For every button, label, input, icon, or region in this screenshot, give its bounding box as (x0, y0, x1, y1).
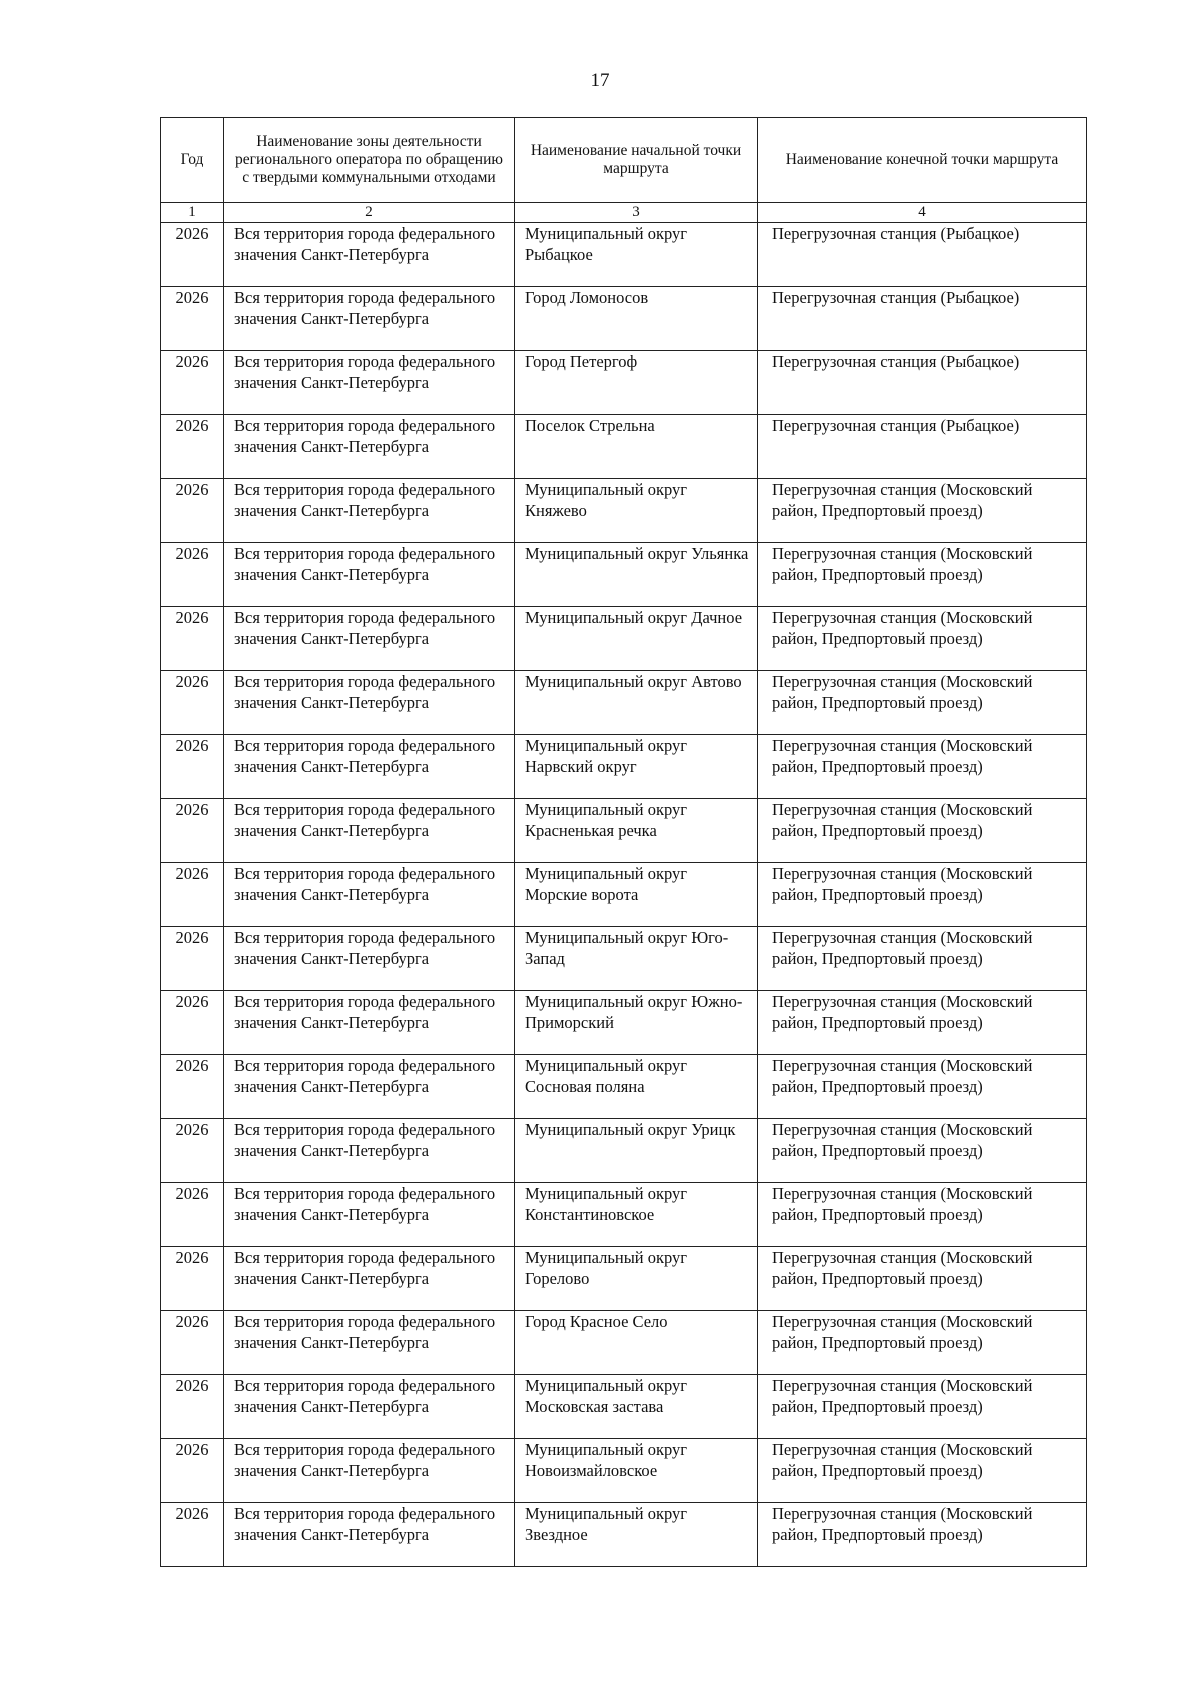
table-row (161, 351, 1087, 415)
year-cell: 2026 (161, 1183, 224, 1247)
end-point-cell: Перегрузочная станция (Московский район, Предпортовый проезд) (758, 1183, 1087, 1247)
zone-cell: Вся территория города федерального значения Санкт-Петербурга (224, 863, 515, 927)
year-cell: 2026 (161, 415, 224, 479)
start-point-cell: Город Петергоф (515, 351, 758, 415)
header-zone: Наименование зоны деятельности регионального оператора по обращению с твердыми коммунальными отходами (224, 118, 515, 203)
start-point-cell: Муниципальный округ Красненькая речка (515, 799, 758, 863)
zone-cell: Вся территория города федерального значения Санкт-Петербурга (224, 1503, 515, 1567)
end-point-cell: Перегрузочная станция (Московский район, Предпортовый проезд) (758, 991, 1087, 1055)
start-point-cell: Город Ломоносов (515, 287, 758, 351)
table-row (161, 863, 1087, 927)
start-point-cell: Муниципальный округ Звездное (515, 1503, 758, 1567)
year-cell: 2026 (161, 351, 224, 415)
year-cell: 2026 (161, 991, 224, 1055)
year-cell: 2026 (161, 1503, 224, 1567)
year-cell: 2026 (161, 1247, 224, 1311)
table-row (161, 287, 1087, 351)
zone-cell: Вся территория города федерального значения Санкт-Петербурга (224, 1183, 515, 1247)
start-point-cell: Муниципальный округ Юго-Запад (515, 927, 758, 991)
start-point-cell: Муниципальный округ Княжево (515, 479, 758, 543)
zone-cell: Вся территория города федерального значения Санкт-Петербурга (224, 1247, 515, 1311)
start-point-cell: Город Красное Село (515, 1311, 758, 1375)
table-row (161, 1311, 1087, 1375)
end-point-cell: Перегрузочная станция (Московский район, Предпортовый проезд) (758, 799, 1087, 863)
end-point-cell: Перегрузочная станция (Московский район, Предпортовый проезд) (758, 1055, 1087, 1119)
table-header-row (161, 118, 1087, 203)
table-row (161, 735, 1087, 799)
table-row (161, 1247, 1087, 1311)
year-cell: 2026 (161, 1119, 224, 1183)
page-number: 17 (590, 70, 610, 91)
end-point-cell: Перегрузочная станция (Рыбацкое) (758, 351, 1087, 415)
column-number: 2 (224, 203, 515, 223)
header-year: Год (161, 118, 224, 203)
table-row (161, 607, 1087, 671)
end-point-cell: Перегрузочная станция (Московский район, Предпортовый проезд) (758, 479, 1087, 543)
end-point-cell: Перегрузочная станция (Московский район, Предпортовый проезд) (758, 543, 1087, 607)
table-row (161, 1119, 1087, 1183)
routes-table (160, 117, 1087, 1567)
table-row (161, 543, 1087, 607)
zone-cell: Вся территория города федерального значения Санкт-Петербурга (224, 991, 515, 1055)
table-row (161, 1503, 1087, 1567)
end-point-cell: Перегрузочная станция (Рыбацкое) (758, 287, 1087, 351)
zone-cell: Вся территория города федерального значения Санкт-Петербурга (224, 287, 515, 351)
end-point-cell: Перегрузочная станция (Московский район, Предпортовый проезд) (758, 927, 1087, 991)
end-point-cell: Перегрузочная станция (Рыбацкое) (758, 223, 1087, 287)
start-point-cell: Муниципальный округ Московская застава (515, 1375, 758, 1439)
table-row (161, 1055, 1087, 1119)
zone-cell: Вся территория города федерального значения Санкт-Петербурга (224, 223, 515, 287)
table-row (161, 479, 1087, 543)
start-point-cell: Поселок Стрельна (515, 415, 758, 479)
start-point-cell: Муниципальный округ Нарвский округ (515, 735, 758, 799)
end-point-cell: Перегрузочная станция (Московский район, Предпортовый проезд) (758, 1311, 1087, 1375)
table-row (161, 991, 1087, 1055)
header-start-point: Наименование начальной точки маршрута (515, 118, 758, 203)
zone-cell: Вся территория города федерального значения Санкт-Петербурга (224, 671, 515, 735)
start-point-cell: Муниципальный округ Константиновское (515, 1183, 758, 1247)
end-point-cell: Перегрузочная станция (Московский район, Предпортовый проезд) (758, 671, 1087, 735)
column-number: 1 (161, 203, 224, 223)
year-cell: 2026 (161, 799, 224, 863)
column-number-row (161, 203, 1087, 223)
year-cell: 2026 (161, 671, 224, 735)
table-row (161, 1183, 1087, 1247)
year-cell: 2026 (161, 1375, 224, 1439)
zone-cell: Вся территория города федерального значения Санкт-Петербурга (224, 351, 515, 415)
column-number: 3 (515, 203, 758, 223)
zone-cell: Вся территория города федерального значения Санкт-Петербурга (224, 927, 515, 991)
start-point-cell: Муниципальный округ Дачное (515, 607, 758, 671)
start-point-cell: Муниципальный округ Автово (515, 671, 758, 735)
start-point-cell: Муниципальный округ Ульянка (515, 543, 758, 607)
end-point-cell: Перегрузочная станция (Рыбацкое) (758, 415, 1087, 479)
end-point-cell: Перегрузочная станция (Московский район, Предпортовый проезд) (758, 1375, 1087, 1439)
year-cell: 2026 (161, 1055, 224, 1119)
table-row (161, 671, 1087, 735)
start-point-cell: Муниципальный округ Сосновая поляна (515, 1055, 758, 1119)
year-cell: 2026 (161, 287, 224, 351)
table-row (161, 927, 1087, 991)
table-row (161, 799, 1087, 863)
zone-cell: Вся территория города федерального значения Санкт-Петербурга (224, 607, 515, 671)
end-point-cell: Перегрузочная станция (Московский район, Предпортовый проезд) (758, 1503, 1087, 1567)
column-number: 4 (758, 203, 1087, 223)
year-cell: 2026 (161, 543, 224, 607)
end-point-cell: Перегрузочная станция (Московский район, Предпортовый проезд) (758, 1119, 1087, 1183)
start-point-cell: Муниципальный округ Рыбацкое (515, 223, 758, 287)
zone-cell: Вся территория города федерального значения Санкт-Петербурга (224, 799, 515, 863)
zone-cell: Вся территория города федерального значения Санкт-Петербурга (224, 1119, 515, 1183)
zone-cell: Вся территория города федерального значения Санкт-Петербурга (224, 543, 515, 607)
year-cell: 2026 (161, 735, 224, 799)
end-point-cell: Перегрузочная станция (Московский район, Предпортовый проезд) (758, 863, 1087, 927)
end-point-cell: Перегрузочная станция (Московский район, Предпортовый проезд) (758, 607, 1087, 671)
start-point-cell: Муниципальный округ Морские ворота (515, 863, 758, 927)
year-cell: 2026 (161, 479, 224, 543)
zone-cell: Вся территория города федерального значения Санкт-Петербурга (224, 1439, 515, 1503)
end-point-cell: Перегрузочная станция (Московский район, Предпортовый проезд) (758, 1439, 1087, 1503)
table-row (161, 223, 1087, 287)
zone-cell: Вся территория города федерального значения Санкт-Петербурга (224, 479, 515, 543)
start-point-cell: Муниципальный округ Урицк (515, 1119, 758, 1183)
table-row (161, 1375, 1087, 1439)
zone-cell: Вся территория города федерального значения Санкт-Петербурга (224, 735, 515, 799)
start-point-cell: Муниципальный округ Горелово (515, 1247, 758, 1311)
table-body (161, 223, 1087, 1567)
year-cell: 2026 (161, 863, 224, 927)
end-point-cell: Перегрузочная станция (Московский район, Предпортовый проезд) (758, 735, 1087, 799)
end-point-cell: Перегрузочная станция (Московский район, Предпортовый проезд) (758, 1247, 1087, 1311)
start-point-cell: Муниципальный округ Новоизмайловское (515, 1439, 758, 1503)
year-cell: 2026 (161, 607, 224, 671)
zone-cell: Вся территория города федерального значения Санкт-Петербурга (224, 415, 515, 479)
start-point-cell: Муниципальный округ Южно-Приморский (515, 991, 758, 1055)
year-cell: 2026 (161, 927, 224, 991)
header-end-point: Наименование конечной точки маршрута (758, 118, 1087, 203)
zone-cell: Вся территория города федерального значения Санкт-Петербурга (224, 1311, 515, 1375)
year-cell: 2026 (161, 1439, 224, 1503)
table-row (161, 1439, 1087, 1503)
year-cell: 2026 (161, 1311, 224, 1375)
zone-cell: Вся территория города федерального значения Санкт-Петербурга (224, 1375, 515, 1439)
table-row (161, 415, 1087, 479)
year-cell: 2026 (161, 223, 224, 287)
zone-cell: Вся территория города федерального значения Санкт-Петербурга (224, 1055, 515, 1119)
